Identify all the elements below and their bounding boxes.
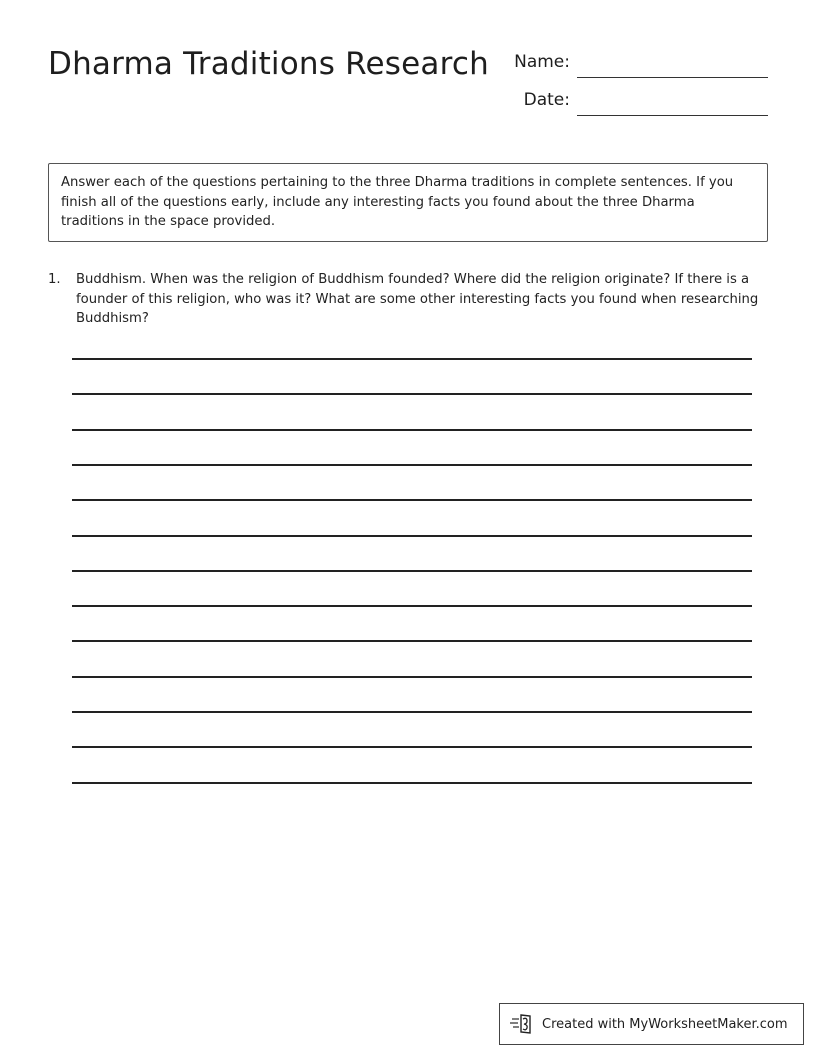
question-number: 1. <box>48 272 61 287</box>
answer-line[interactable] <box>72 499 752 501</box>
date-label: Date: <box>523 90 570 110</box>
date-field[interactable] <box>577 115 768 116</box>
page-title: Dharma Traditions Research <box>48 46 489 82</box>
answer-line[interactable] <box>72 605 752 607</box>
answer-line[interactable] <box>72 358 752 360</box>
answer-line[interactable] <box>72 746 752 748</box>
answer-line[interactable] <box>72 393 752 395</box>
instructions-box <box>48 163 768 242</box>
question-item <box>48 270 770 329</box>
instructions-text: Answer each of the questions pertaining to the three Dharma traditions in complete sentences. If you finish all of the questions early, include any interesting facts you found about the three Dharma traditions in the space provided. <box>61 175 734 229</box>
name-label: Name: <box>514 52 570 72</box>
answer-line[interactable] <box>72 464 752 466</box>
worksheet-maker-logo-icon <box>510 1013 536 1035</box>
answer-line[interactable] <box>72 429 752 431</box>
answer-line[interactable] <box>72 782 752 784</box>
answer-line[interactable] <box>72 570 752 572</box>
answer-line[interactable] <box>72 640 752 642</box>
name-field[interactable] <box>577 77 768 78</box>
answer-line[interactable] <box>72 676 752 678</box>
footer-credit-badge <box>499 1003 804 1045</box>
footer-credit-text: Created with MyWorksheetMaker.com <box>542 1016 788 1032</box>
answer-line[interactable] <box>72 711 752 713</box>
question-text: Buddhism. When was the religion of Buddhism founded? Where did the religion originate? If there is a founder of this religion, who was it? What are some other interesting facts you found when researching Buddhism? <box>76 272 759 326</box>
answer-line[interactable] <box>72 535 752 537</box>
